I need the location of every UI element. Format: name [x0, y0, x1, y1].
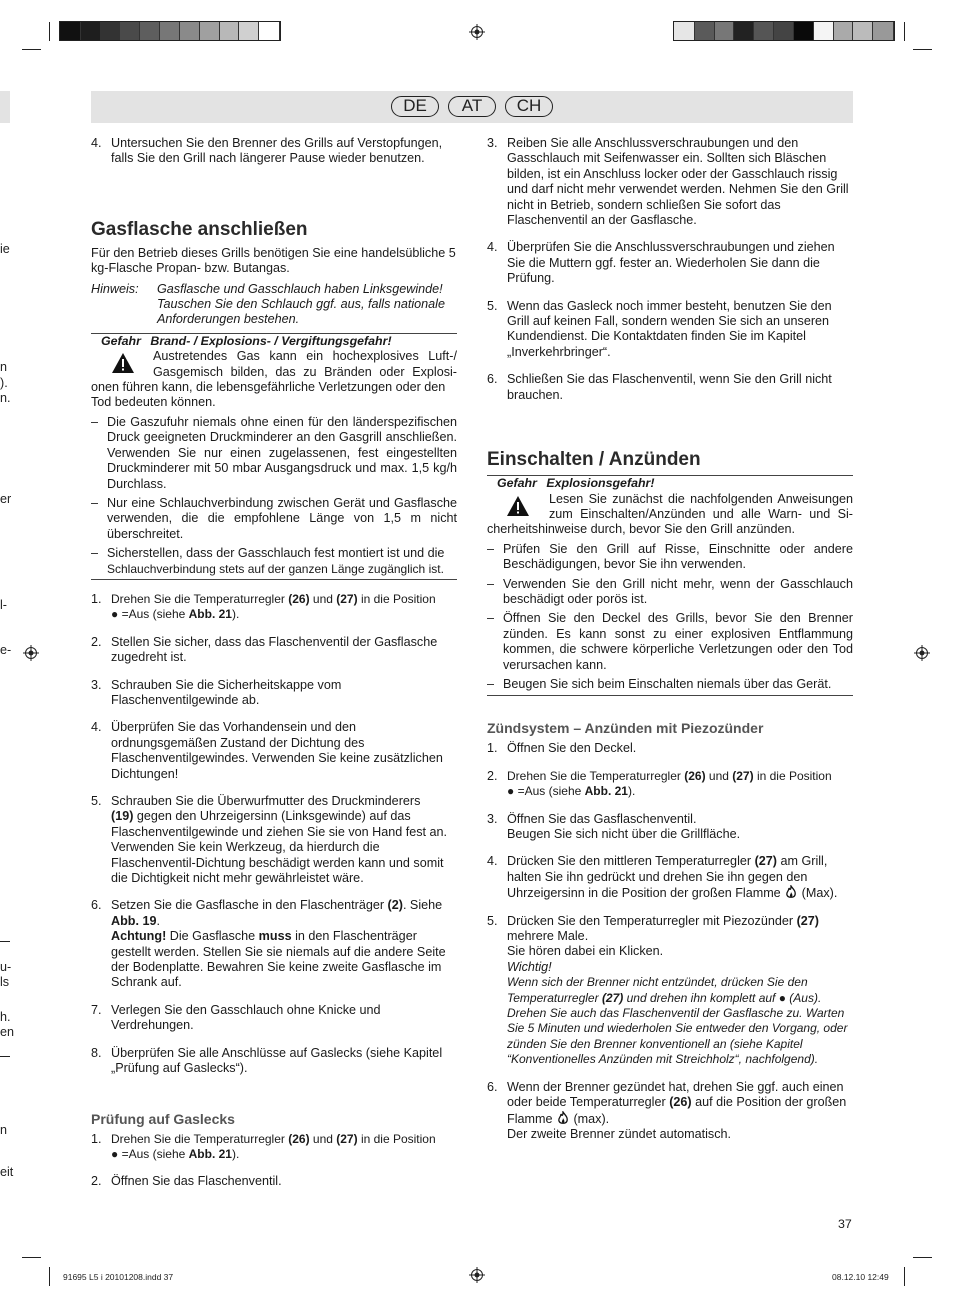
list-item — [487, 914, 853, 1068]
warning-line: Lesen Sie zunächst die nachfolgenden Anweisungen — [549, 491, 853, 506]
warning-line: cherheitshinweise durch, bevor Sie den Grill anzünden. — [487, 522, 796, 537]
list-number: 8. — [91, 1045, 102, 1060]
list-text: Überprüfen Sie die Anschlussverschraubungen und ziehen Sie die Muttern ggf. fester an. Wiederholen Sie dann die Prüfung. — [507, 240, 835, 286]
margin-rule — [0, 1056, 10, 1057]
crop-mark — [904, 1267, 905, 1286]
warning-triangle-icon — [506, 495, 530, 517]
bullet-item — [487, 542, 853, 573]
text: Wenn der Brenner gezündet hat, drehen Sie ggf. auch einen oder beide Temperaturregler — [507, 1079, 844, 1110]
warning-line: zum Einschalten/Anzünden und alle Warn- und Si- — [549, 506, 853, 521]
text: auf die Position der großen Flamme — [507, 1095, 847, 1126]
warning-block — [487, 492, 853, 538]
registration-mark-icon — [469, 1267, 485, 1283]
list-number: 2. — [91, 634, 102, 649]
ref: (26) — [684, 768, 706, 783]
warning-line: Gasgemisch bilden, das zu Bränden oder Explosi- — [153, 364, 457, 379]
text: und — [309, 591, 337, 606]
ref: Abb. 21 — [188, 1146, 232, 1161]
list-number: 5. — [91, 794, 102, 808]
bullet-text: Verwenden Sie den Grill nicht mehr, wenn der Gasschlauch beschädigt oder porös ist. — [503, 576, 853, 606]
text: Die Gasflasche — [166, 929, 259, 944]
lang-tab-at: AT — [448, 96, 496, 117]
text: (max). — [569, 1111, 610, 1126]
margin-rule — [0, 941, 10, 942]
lang-tab-ch: CH — [505, 96, 553, 117]
text: am Grill, halten Sie ihn gedrückt und drehen Sie ihn gegen den Uhrzeigersinn in die Position der großen Flamme — [507, 854, 828, 901]
text: Sie hören dabei ein Klicken. — [507, 944, 664, 959]
text: . Siehe — [402, 898, 443, 913]
margin-fragment: n — [0, 1123, 8, 1137]
crop-mark — [904, 22, 905, 41]
list-number: 5. — [487, 298, 498, 313]
ref: (27) — [336, 591, 358, 606]
dash: – — [487, 676, 495, 691]
bullet-text: Schlauchverbindung stets auf der ganzen Länge zugänglich ist. — [107, 561, 444, 576]
bullet-item — [487, 677, 853, 692]
bullet-item — [487, 611, 853, 673]
list-number: 4. — [91, 136, 102, 150]
list-number: 3. — [487, 136, 498, 150]
paragraph: Für den Betrieb dieses Grills benötigen Sie eine handelsübliche 5 kg-Flasche Propan- bzw. Butangas. — [91, 245, 456, 276]
bullet-text: Sicherstellen, dass der Gasschlauch fest montiert ist und die — [107, 546, 445, 561]
list-item — [91, 1046, 457, 1077]
note-text: Gasflasche und Gasschlauch haben Linksgewinde! Tauschen Sie den Schlauch ggf. aus, falls nationale Anforderungen bestehen. — [157, 281, 445, 327]
text: Drücken Sie den Temperaturregler mit Piezozünder — [507, 913, 797, 928]
registration-mark-icon — [23, 645, 39, 661]
margin-fragment: er — [0, 492, 12, 506]
crop-mark — [22, 1257, 41, 1258]
text: ● =Aus (siehe — [111, 1146, 189, 1161]
text: Setzen Sie die Gasflasche in den Flaschenträger — [111, 898, 388, 913]
list-item — [91, 898, 457, 990]
ref: (26) — [288, 1131, 310, 1146]
list-item — [487, 741, 853, 756]
list-number: 5. — [487, 913, 498, 928]
list-text: Öffnen Sie das Gasflaschenventil. — [507, 811, 697, 826]
margin-fragment: ls — [0, 975, 10, 989]
list-text: Öffnen Sie den Deckel. — [507, 741, 637, 756]
list-item — [91, 635, 457, 666]
bullet-item — [91, 496, 457, 542]
margin-fragment: n. — [0, 391, 11, 405]
warning-title: Brand- / Explosions- / Vergiftungsgefahr! — [150, 333, 392, 348]
text: Wenn sich der Brenner nicht entzündet, drücken Sie den Temperaturregler — [507, 975, 808, 1005]
registration-mark-icon — [469, 24, 485, 40]
ref: (26) — [669, 1095, 692, 1110]
text: in die Position — [357, 1131, 436, 1146]
bullet-text: Öffnen Sie den Deckel des Grills, bevor Sie den Brenner zünden. Es kann sonst zu einer explosiven Entflammung kommen, die schwere körperliche Verletzungen oder den Tod verursachen kann. — [503, 611, 853, 672]
list-text: gegen den Uhrzeigersinn (Linksgewinde) auf das Flaschenventilgewinde und ziehen Sie sie von Hand fest an. Verwenden Sie kein Werkzeug, da hierdurch die Flaschenventil-Dichtung beschädigt werden kann und somit die Dichtigkeit nicht mehr gewährleistet wäre. — [111, 809, 448, 886]
list-text: Überprüfen Sie alle Anschlüsse auf Gaslecks (siehe Kapitel „Prüfung auf Gaslecks“). — [111, 1045, 443, 1076]
list-text: Reiben Sie alle Anschlussverschraubungen und den Gasschlauch mit Seifenwasser ein. Sollten sich Bläschen bilden, ist ein Anschluss locker oder der Gasschlauch rissig und darf nicht mehr verwendet werden. Nehmen Sie den Grill nicht in Betrieb, sondern schließen Sie sofort das Flaschenventil an der Gasflasche. — [507, 136, 849, 228]
list-item — [91, 1003, 457, 1034]
footer-file-info: 91695 L5 i 20101208.indd 37 — [63, 1272, 174, 1282]
registration-mark-icon — [914, 645, 930, 661]
text: in die Position — [357, 591, 436, 606]
text: und — [309, 1131, 337, 1146]
crop-mark — [913, 1257, 932, 1258]
list-item — [91, 136, 457, 167]
text: Drehen Sie die Temperaturregler — [111, 1131, 289, 1146]
text: und drehen ihn komplett auf ● (Aus). Drehen Sie auch das Flaschenventil der Gasflasche zu. Warten Sie 5 Minuten und wiederholen Sie entweder den Vorgang, oder zünden Sie den Brenner konventionell an (siehe Kapitel “Konventionelles Anzünden mit Streichholz“, nachfolgend). — [507, 990, 848, 1067]
dash: – — [487, 611, 495, 626]
ref: Abb. 21 — [584, 784, 628, 799]
page-number: 37 — [838, 1217, 852, 1231]
ref: Abb. 21 — [188, 607, 232, 622]
bullet-item — [91, 546, 457, 577]
list-item — [91, 592, 457, 623]
ref: (27) — [336, 1131, 358, 1146]
list-item — [487, 299, 853, 361]
list-item — [487, 812, 853, 843]
divider — [91, 579, 457, 580]
list-text: Wenn das Gasleck noch immer besteht, benutzen Sie den Grill auf keinen Fall, sondern wenden Sie sich an unseren Kundendienst. Die Kontaktdaten finden Sie im Kapitel „Inverkehrbringer“. — [507, 298, 832, 359]
list-number: 1. — [91, 1131, 102, 1146]
text: ). — [231, 607, 240, 622]
margin-fragment: l- — [0, 598, 7, 612]
margin-fragment: ). — [0, 376, 8, 390]
list-number: 4. — [91, 720, 102, 735]
text: Drehen Sie die Temperaturregler — [111, 591, 289, 606]
text: Drehen Sie die Temperaturregler — [507, 768, 685, 783]
list-item — [487, 769, 853, 800]
bullet-text: Prüfen Sie den Grill auf Risse, Einschnitte oder andere Beschädigungen, bevor Sie ihn verwenden. — [503, 541, 853, 572]
list-item — [487, 136, 853, 228]
list-item — [487, 240, 853, 286]
list-item — [91, 1174, 457, 1189]
list-number: 3. — [91, 677, 102, 692]
list-number: 2. — [91, 1174, 102, 1189]
warning-label: Gefahr — [101, 333, 141, 348]
subsection-heading: Prüfung auf Gaslecks — [91, 1110, 235, 1127]
ref: (26) — [288, 591, 310, 606]
color-bar-left — [59, 21, 281, 41]
ref: Achtung! — [111, 929, 167, 944]
list-text: Verlegen Sie den Gasschlauch ohne Knicke und Verdrehungen. — [111, 1002, 381, 1033]
dash: – — [487, 541, 495, 556]
ref: (27) — [754, 854, 777, 869]
warning-triangle-icon — [111, 352, 135, 374]
text: . — [156, 913, 160, 928]
list-text: Stellen Sie sicher, dass das Flaschenventil der Gasflasche zugedreht ist. — [111, 634, 438, 665]
margin-fragment: u- — [0, 960, 12, 974]
text: ● =Aus (siehe — [507, 784, 585, 799]
ref: (27) — [732, 768, 754, 783]
text: ● =Aus (siehe — [111, 607, 189, 622]
crop-mark — [49, 1267, 50, 1286]
note-label: Wichtig! — [507, 959, 552, 974]
list-text: Überprüfen Sie das Vorhandensein und den ordnungsgemäßen Zustand der Dichtung des Flaschenventilgewindes. Verwenden Sie keine zusätzlichen Dichtungen! — [111, 720, 443, 781]
list-text: Untersuchen Sie den Brenner des Grills auf Verstopfungen, falls Sie den Grill nach längerer Pause wieder benutzen. — [111, 136, 443, 166]
flame-icon — [556, 1111, 570, 1125]
list-item — [91, 1132, 457, 1163]
ref: (2) — [387, 898, 403, 913]
ref: (27) — [796, 913, 819, 928]
text: ). — [231, 1146, 240, 1161]
warning-label: Gefahr — [497, 476, 537, 491]
right-column — [487, 136, 853, 1142]
list-text: Schrauben Sie die Sicherheitskappe vom Flaschenventilgewinde ab. — [111, 677, 342, 707]
crop-mark — [49, 22, 50, 41]
warning-line: onen führen kann, die lebensgefährliche Verletzungen oder den Tod bedeuten können. — [91, 380, 446, 410]
note-label: Hinweis: — [91, 281, 139, 296]
margin-fragment: e- — [0, 643, 12, 657]
bullet-item — [91, 415, 457, 492]
footer-timestamp: 08.12.10 12:49 — [832, 1272, 889, 1282]
margin-fragment: eit — [0, 1165, 14, 1179]
subsection-heading: Zündsystem – Anzünden mit Piezozünder — [487, 720, 764, 737]
list-item — [91, 794, 457, 886]
warning-header — [487, 476, 853, 491]
text: Der zweite Brenner zündet automatisch. — [507, 1126, 732, 1141]
left-column — [91, 136, 457, 1190]
dash: – — [91, 414, 99, 429]
list-text: Beugen Sie sich nicht über die Grillfläche. — [507, 827, 741, 841]
warning-title: Explosionsgefahr! — [546, 476, 655, 491]
list-text: Schließen Sie das Flaschenventil, wenn Sie den Grill nicht brauchen. — [507, 372, 832, 402]
warning-header — [91, 334, 457, 349]
color-bar-right — [673, 21, 895, 41]
crop-mark — [22, 49, 41, 50]
text: Drücken Sie den mittleren Temperaturregler — [507, 854, 755, 869]
ref: Abb. 19 — [111, 913, 157, 928]
bullet-text: Beugen Sie sich beim Einschalten niemals über das Gerät. — [503, 676, 832, 691]
section-heading: Gasflasche anschließen — [91, 218, 308, 240]
margin-bar — [0, 91, 10, 123]
list-number: 4. — [487, 854, 498, 869]
margin-fragment: h. — [0, 1010, 11, 1024]
list-text: Öffnen Sie das Flaschenventil. — [111, 1174, 282, 1189]
bullet-text: Nur eine Schlauchverbindung zwischen Gerät und Gasflasche verwenden, die die empfohlene Länge von 1,5 m nicht überschreitet. — [107, 495, 457, 541]
list-number: 3. — [487, 811, 498, 826]
list-item — [487, 372, 853, 403]
dash: – — [487, 576, 495, 591]
text: (Max). — [798, 886, 838, 901]
lang-tab-de: DE — [391, 96, 439, 117]
list-number: 4. — [487, 240, 498, 255]
list-number: 6. — [91, 898, 102, 913]
ref: (19) — [111, 809, 134, 824]
text: und — [705, 768, 733, 783]
ref: (27) — [601, 990, 624, 1005]
warning-line: Austretendes Gas kann ein hochexplosives Luft-/ — [153, 349, 457, 364]
list-number: 1. — [487, 741, 498, 756]
list-item — [91, 720, 457, 782]
divider — [487, 695, 853, 696]
list-number: 2. — [487, 768, 498, 783]
text: mehrere Male. — [507, 929, 589, 944]
text: in den Flaschenträger gestellt werden. Stellen Sie sie niemals auf die andere Seite der Bodenplatte. Bewahren Sie keine zweite Gasflasche im Schrank auf. — [111, 929, 446, 990]
warning-block — [91, 349, 457, 411]
section-heading: Einschalten / Anzünden — [487, 449, 701, 471]
dash: – — [91, 495, 99, 510]
bullet-text: Die Gaszufuhr niemals ohne einen für den länderspezifischen Druck geeigneten Druckminderer an den Gasgrill anschließen. Verwenden Sie nur einen zugelassenen, fest eingestellten Druckminderer mit 50 mbar Ausgangsdruck und max. 1,5 kg/h Durchlass. — [107, 414, 457, 491]
list-item — [91, 678, 457, 709]
text: in die Position — [753, 768, 832, 783]
list-number: 6. — [487, 1079, 498, 1094]
list-number: 1. — [91, 591, 102, 606]
text: ). — [627, 784, 636, 799]
bullet-item — [487, 577, 853, 608]
list-item — [487, 854, 853, 901]
list-item — [487, 1080, 853, 1143]
flame-icon — [784, 885, 798, 899]
crop-mark — [913, 49, 932, 50]
list-text: Schrauben Sie die Überwurfmutter des Druckminderers — [111, 794, 421, 808]
ref: muss — [258, 929, 292, 944]
list-number: 6. — [487, 372, 498, 387]
note — [91, 282, 457, 328]
margin-fragment: en — [0, 1025, 15, 1039]
list-number: 7. — [91, 1002, 102, 1017]
dash: – — [91, 546, 99, 561]
margin-fragment: ie — [0, 242, 10, 256]
margin-fragment: n — [0, 360, 8, 374]
